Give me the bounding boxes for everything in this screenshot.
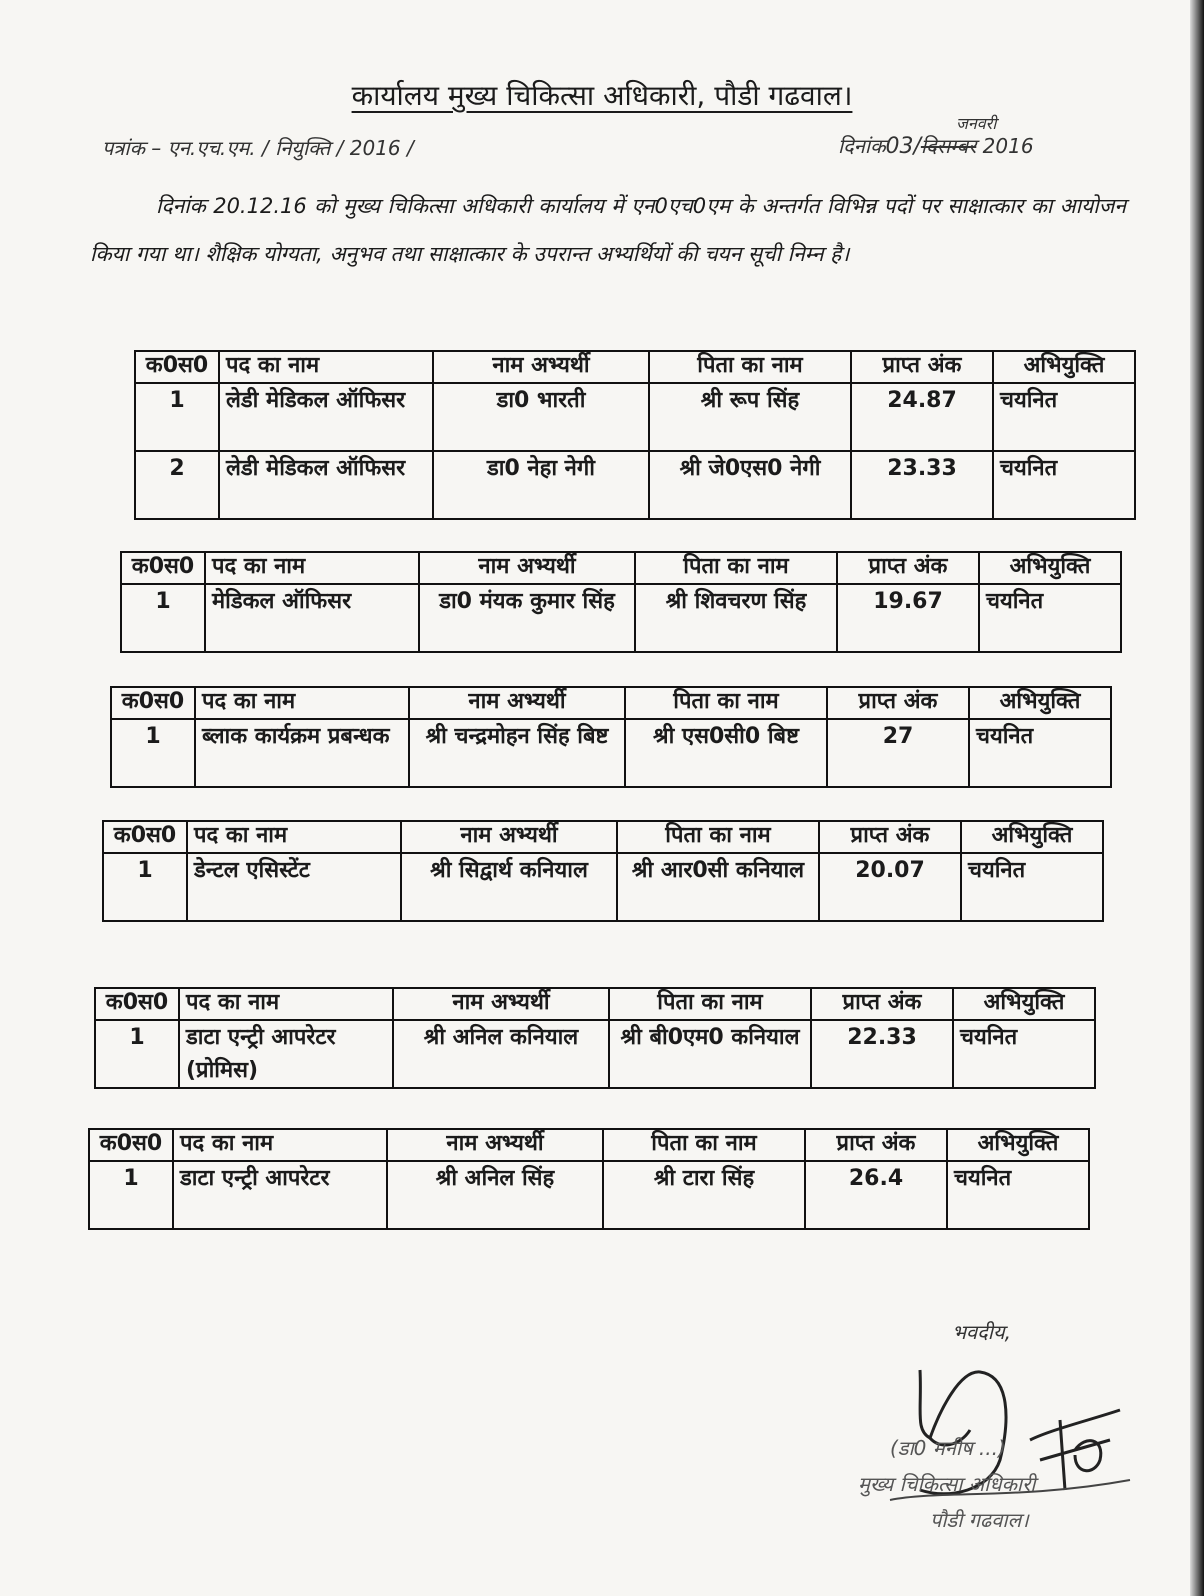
selection-table (134, 350, 1136, 520)
cell-father: श्री जे0एस0 नेगी (649, 451, 851, 519)
cell-post: ब्लाक कार्यक्रम प्रबन्धक (195, 719, 409, 787)
cell-father: श्री बी0एम0 कनियाल (609, 1020, 811, 1088)
reference-number: पत्रांक – एन.एच.एम. / नियुक्ति / 2016 / (102, 136, 414, 160)
cell-remark: चयनित (993, 383, 1135, 451)
closing-salutation: भवदीय, (952, 1320, 1011, 1344)
intro-paragraph: दिनांक 20.12.16 को मुख्य चिकित्सा अधिकारी कार्यालय में एन0एच0एम के अन्तर्गत विभिन्न पदों पर साक्षात्कार का आयोजन किया गया था। शैक्षिक योग्यता, अनुभव तथा साक्षात्कार के उपरान्त अभ्यर्थियों की चयन सूची निम्न है। (90, 194, 1126, 266)
cell-candidate: श्री चन्द्रमोहन सिंह बिष्ट (409, 719, 625, 787)
cell-sno: 1 (135, 383, 219, 451)
cell-candidate: श्री सिद्वार्थ कनियाल (401, 853, 617, 921)
header-marks: प्राप्त अंक (811, 988, 953, 1020)
page-edge-shadow (1190, 0, 1204, 1596)
selection-table (102, 820, 1104, 922)
cell-father: श्री शिवचरण सिंह (635, 584, 837, 652)
header-father: पिता का नाम (625, 687, 827, 719)
header-post: पद का नाम (179, 988, 393, 1020)
cell-post: लेडी मेडिकल ऑफिसर (219, 383, 433, 451)
cell-sno: 1 (111, 719, 195, 787)
header-remark: अभियुक्ति (993, 351, 1135, 383)
header-father: पिता का नाम (609, 988, 811, 1020)
cell-marks: 19.67 (837, 584, 979, 652)
cell-remark: चयनित (969, 719, 1111, 787)
cell-post: लेडी मेडिकल ऑफिसर (219, 451, 433, 519)
letter-date (838, 114, 1034, 159)
selection-table (94, 987, 1096, 1089)
cell-candidate: डा0 नेहा नेगी (433, 451, 649, 519)
selection-table (88, 1128, 1090, 1230)
header-candidate: नाम अभ्यर्थी (433, 351, 649, 383)
header-remark: अभियुक्ति (969, 687, 1111, 719)
cell-candidate: डा0 भारती (433, 383, 649, 451)
header-remark: अभियुक्ति (947, 1129, 1089, 1161)
signatory-place: पौडी गढवाल। (930, 1508, 1029, 1532)
header-candidate: नाम अभ्यर्थी (393, 988, 609, 1020)
signatory-name: (डा0 मनीष ...) (890, 1436, 1006, 1460)
date-prefix: दिनांक (838, 134, 886, 158)
cell-marks: 20.07 (819, 853, 961, 921)
cell-candidate: श्री अनिल कनियाल (393, 1020, 609, 1088)
cell-candidate: डा0 मंयक कुमार सिंह (419, 584, 635, 652)
cell-candidate: श्री अनिल सिंह (387, 1161, 603, 1229)
header-sno: क0स0 (89, 1129, 173, 1161)
office-title: कार्यालय मुख्य चिकित्सा अधिकारी, पौडी गढवाल। (351, 79, 853, 112)
cell-post: डाटा एन्ट्री आपरेटर (173, 1161, 387, 1229)
header-sno: क0स0 (103, 821, 187, 853)
header-sno: क0स0 (121, 552, 205, 584)
cell-remark: चयनित (979, 584, 1121, 652)
selection-table (120, 551, 1122, 653)
table-header-row (111, 687, 1111, 719)
cell-post: डाटा एन्ट्री आपरेटर (प्रोमिस) (179, 1020, 393, 1088)
date-day-handwritten: 03/ (885, 134, 921, 159)
date-month-annotation: जनवरी (956, 114, 997, 133)
header-father: पिता का नाम (635, 552, 837, 584)
table-row (89, 1161, 1089, 1229)
header-father: पिता का नाम (649, 351, 851, 383)
header-post: पद का नाम (173, 1129, 387, 1161)
header-father: पिता का नाम (617, 821, 819, 853)
table-row (121, 584, 1121, 652)
table-row (103, 853, 1103, 921)
header-marks: प्राप्त अंक (837, 552, 979, 584)
date-year: 2016 (982, 134, 1034, 158)
cell-sno: 1 (103, 853, 187, 921)
header-remark: अभियुक्ति (953, 988, 1095, 1020)
cell-remark: चयनित (993, 451, 1135, 519)
header-father: पिता का नाम (603, 1129, 805, 1161)
table-row (95, 1020, 1095, 1088)
header-sno: क0स0 (135, 351, 219, 383)
table-row (111, 719, 1111, 787)
header-post: पद का नाम (195, 687, 409, 719)
header-sno: क0स0 (95, 988, 179, 1020)
table-header-row (103, 821, 1103, 853)
cell-sno: 2 (135, 451, 219, 519)
selection-table (110, 686, 1112, 788)
cell-post: मेडिकल ऑफिसर (205, 584, 419, 652)
header-remark: अभियुक्ति (979, 552, 1121, 584)
cell-sno: 1 (121, 584, 205, 652)
cell-father: श्री टारा सिंह (603, 1161, 805, 1229)
cell-remark: चयनित (961, 853, 1103, 921)
header-marks: प्राप्त अंक (851, 351, 993, 383)
header-marks: प्राप्त अंक (819, 821, 961, 853)
header-sno: क0स0 (111, 687, 195, 719)
header-candidate: नाम अभ्यर्थी (419, 552, 635, 584)
table-row (135, 451, 1135, 519)
header-marks: प्राप्त अंक (827, 687, 969, 719)
cell-marks: 24.87 (851, 383, 993, 451)
header-post: पद का नाम (187, 821, 401, 853)
date-month-struck: दिसम्बर (920, 134, 977, 158)
header-remark: अभियुक्ति (961, 821, 1103, 853)
header-marks: प्राप्त अंक (805, 1129, 947, 1161)
signatory-designation: मुख्य चिकित्सा अधिकारी (858, 1472, 1036, 1496)
cell-post: डेन्टल एसिस्टेंट (187, 853, 401, 921)
header-candidate: नाम अभ्यर्थी (387, 1129, 603, 1161)
header-candidate: नाम अभ्यर्थी (401, 821, 617, 853)
cell-father: श्री आर0सी कनियाल (617, 853, 819, 921)
cell-marks: 27 (827, 719, 969, 787)
cell-father: श्री रूप सिंह (649, 383, 851, 451)
header-candidate: नाम अभ्यर्थी (409, 687, 625, 719)
cell-remark: चयनित (947, 1161, 1089, 1229)
table-header-row (121, 552, 1121, 584)
cell-remark: चयनित (953, 1020, 1095, 1088)
header-post: पद का नाम (205, 552, 419, 584)
header-post: पद का नाम (219, 351, 433, 383)
cell-sno: 1 (89, 1161, 173, 1229)
cell-sno: 1 (95, 1020, 179, 1088)
cell-father: श्री एस0सी0 बिष्ट (625, 719, 827, 787)
table-header-row (89, 1129, 1089, 1161)
table-header-row (95, 988, 1095, 1020)
cell-marks: 26.4 (805, 1161, 947, 1229)
cell-marks: 22.33 (811, 1020, 953, 1088)
table-row (135, 383, 1135, 451)
cell-marks: 23.33 (851, 451, 993, 519)
table-header-row (135, 351, 1135, 383)
